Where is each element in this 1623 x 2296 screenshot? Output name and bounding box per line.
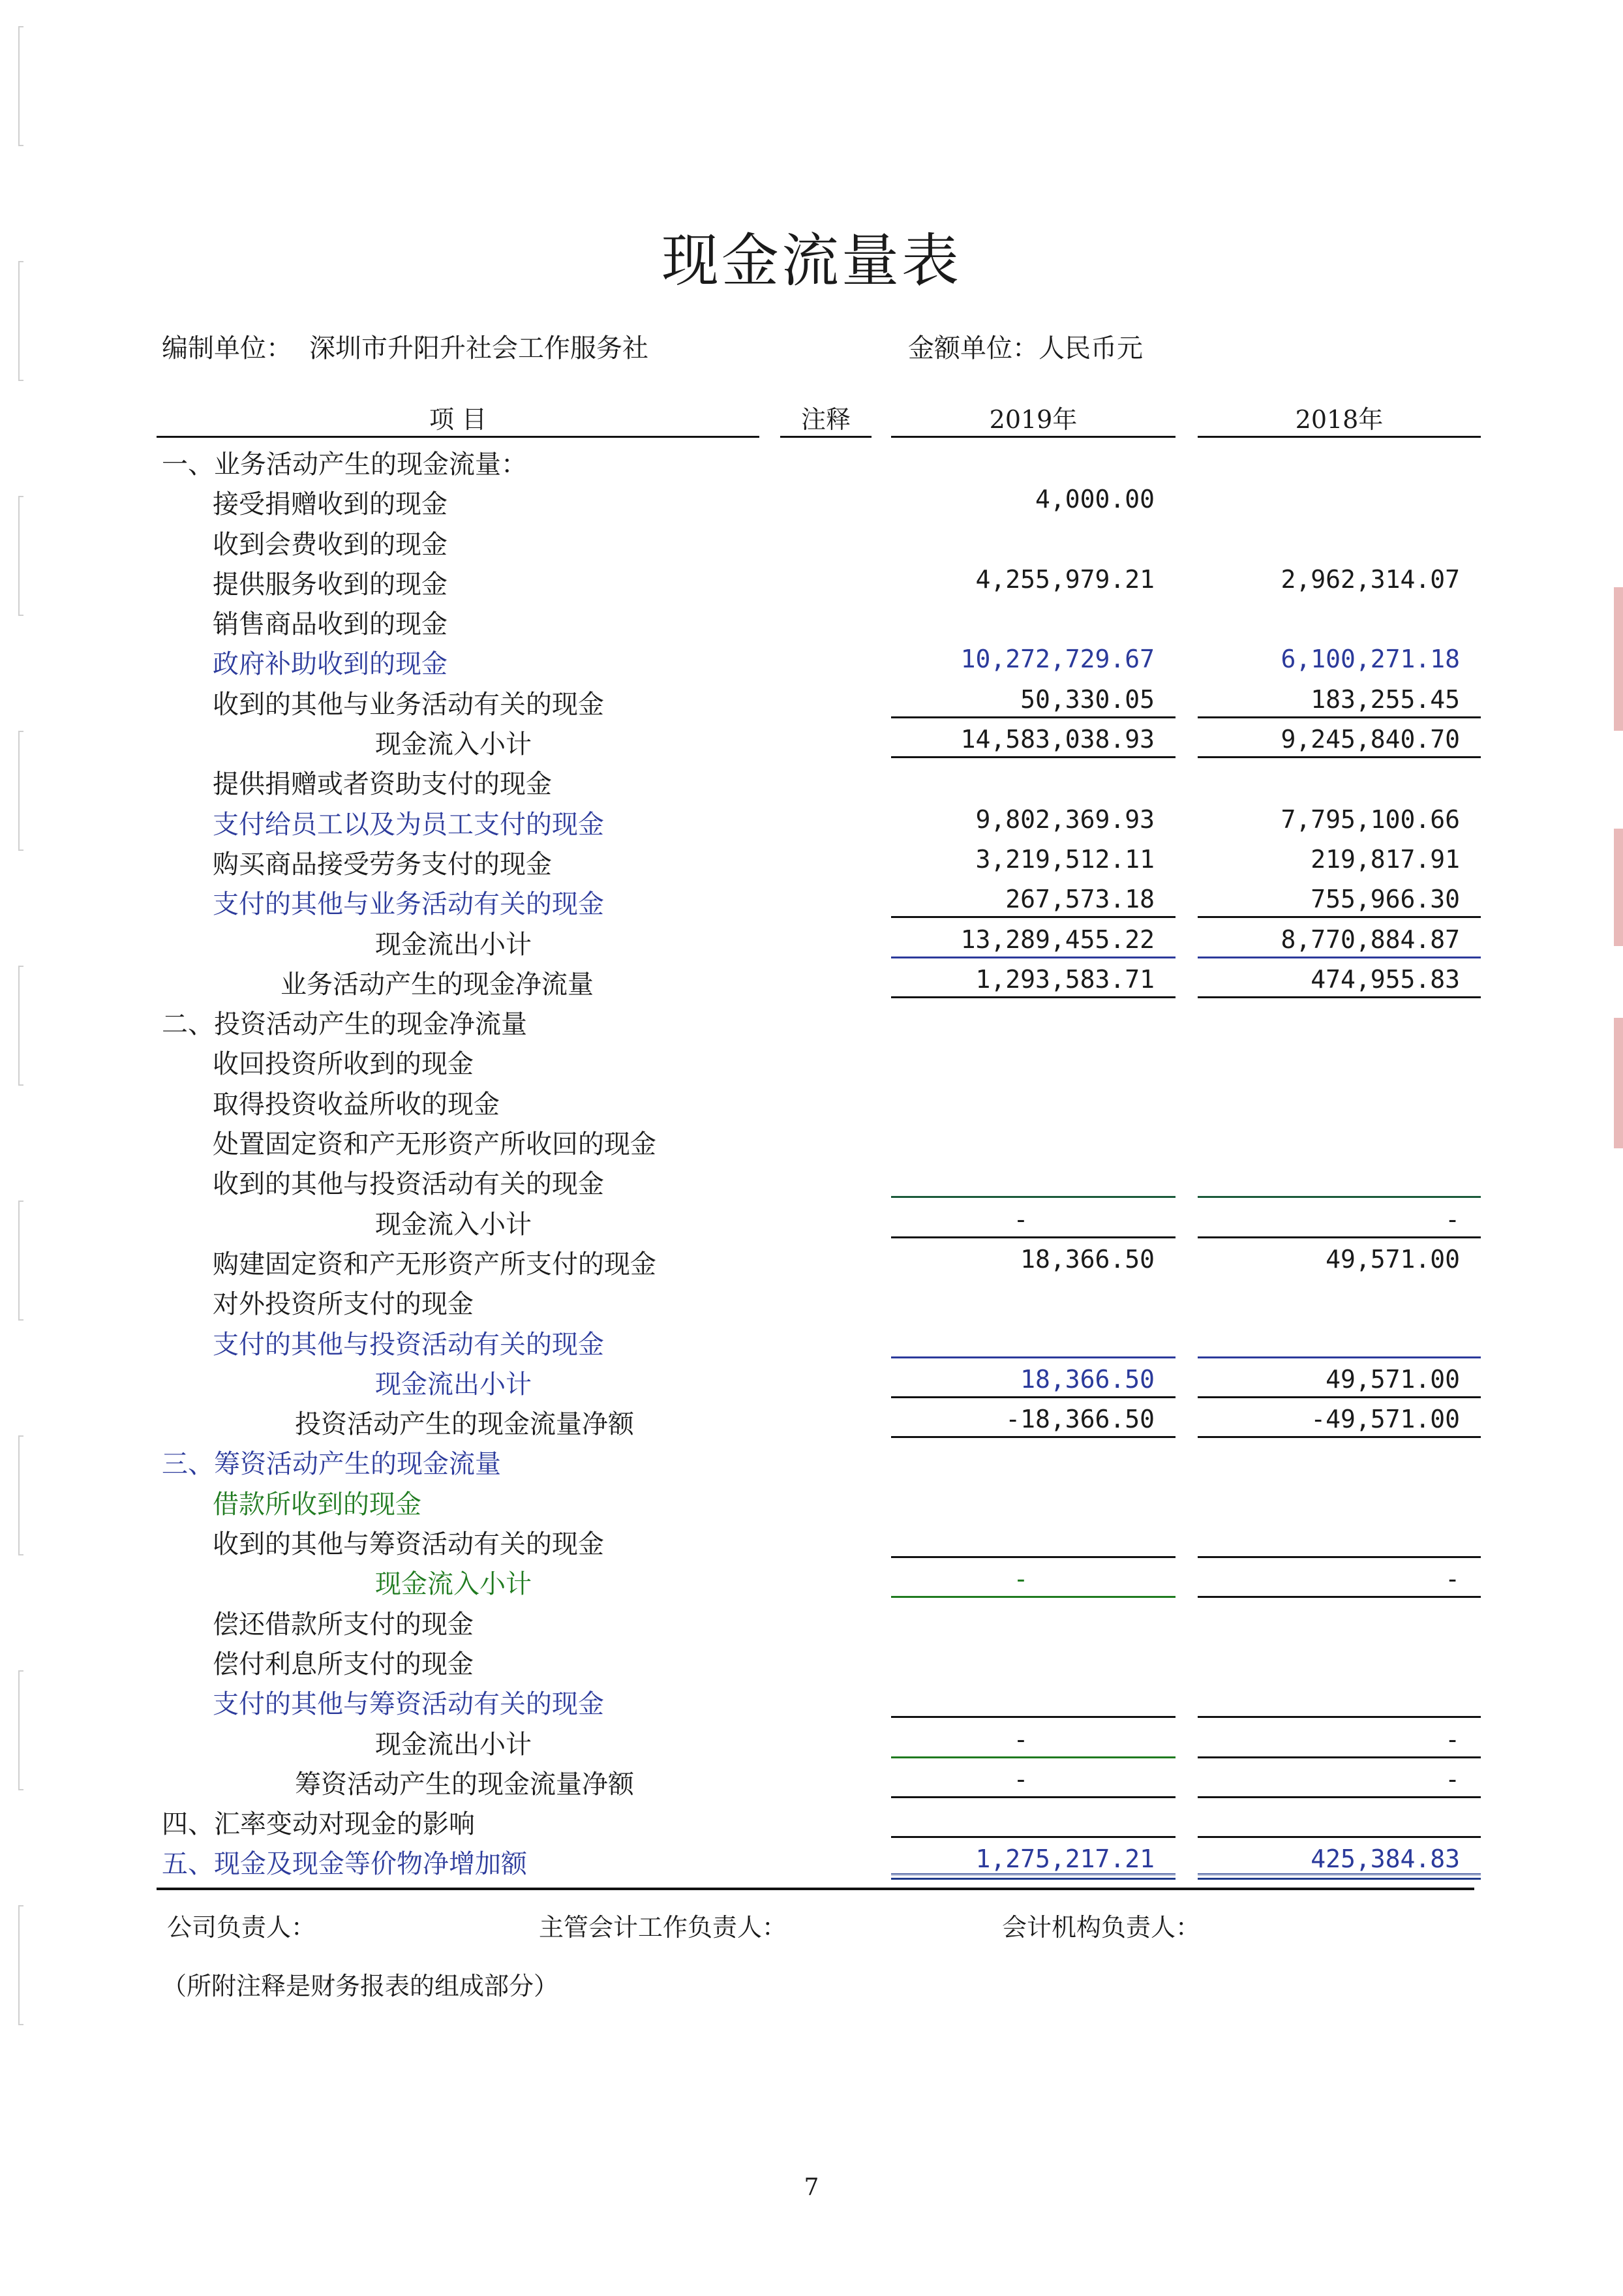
table-bottom-rule (157, 1888, 1474, 1890)
table-row (0, 1398, 1623, 1438)
row-label: 现金流出小计 (375, 1729, 532, 1760)
table-row (0, 1478, 1623, 1518)
table-row (0, 1118, 1623, 1158)
unit-label: 金额单位：人民币元 (908, 333, 1143, 363)
value-2018: -49,571.00 (1311, 1405, 1460, 1434)
value-2019: 14,583,038.93 (960, 725, 1155, 754)
row-label: 现金流出小计 (375, 1369, 532, 1400)
value-2018: 755,966.30 (1311, 885, 1460, 914)
table-row (0, 1758, 1623, 1798)
row-label: 处置固定资和产无形资产所收回的现金 (213, 1129, 656, 1160)
page-title: 现金流量表 (661, 227, 962, 294)
row-label: 收到的其他与业务活动有关的现金 (213, 689, 604, 720)
table-row (0, 1558, 1623, 1598)
value-2018: - (1445, 1764, 1460, 1794)
row-label: 四、汇率变动对现金的影响 (162, 1809, 475, 1840)
table-row (0, 1719, 1623, 1758)
table-row (0, 998, 1623, 1038)
row-label: 取得投资收益所收的现金 (213, 1089, 500, 1120)
table-row (0, 1238, 1623, 1278)
value-2018: - (1445, 1565, 1460, 1594)
table-row (0, 679, 1623, 718)
value-2019: 1,293,583.71 (975, 964, 1155, 994)
value-2019: - (1013, 1764, 1029, 1794)
row-label: 现金流入小计 (375, 1569, 532, 1600)
value-2018: 425,384.83 (1311, 1844, 1460, 1874)
row-label: 现金流出小计 (375, 929, 532, 960)
row-label: 提供捐赠或者资助支付的现金 (213, 769, 552, 800)
row-label: 现金流入小计 (375, 729, 532, 760)
row-label: 业务活动产生的现金净流量 (281, 969, 594, 1000)
value-2018: 7,795,100.66 (1281, 804, 1460, 834)
row-label: 偿付利息所支付的现金 (213, 1649, 474, 1679)
table-row (0, 1599, 1623, 1638)
row-label: 提供服务收到的现金 (213, 569, 447, 600)
value-2019: 10,272,729.67 (960, 645, 1155, 674)
value-2018: - (1445, 1724, 1460, 1754)
table-row (0, 1518, 1623, 1558)
column-header-note: 注释 (780, 399, 872, 438)
row-label: 销售商品收到的现金 (213, 609, 447, 640)
institution-head-label: 会计机构负责人： (1002, 1913, 1201, 1942)
row-label: 一、业务活动产生的现金流量： (162, 450, 527, 480)
table-row (0, 1278, 1623, 1318)
column-header-2019: 2019年 (891, 399, 1176, 438)
row-label: 购建固定资和产无形资产所支付的现金 (213, 1249, 656, 1279)
table-row (0, 799, 1623, 838)
table-row (0, 1358, 1623, 1398)
value-2019: 18,366.50 (1020, 1364, 1155, 1394)
table-row (0, 718, 1623, 758)
value-2018: - (1445, 1204, 1460, 1234)
column-header-item: 项 目 (157, 399, 759, 438)
row-label: 三、筹资活动产生的现金流量 (162, 1449, 501, 1480)
value-2019: 1,275,217.21 (975, 1844, 1155, 1874)
row-label: 收到的其他与投资活动有关的现金 (213, 1169, 604, 1200)
company-head-label: 公司负责人： (167, 1913, 316, 1942)
table-row (0, 559, 1623, 598)
accounting-head-label: 主管会计工作负责人： (539, 1913, 787, 1942)
value-2018: 474,955.83 (1311, 964, 1460, 994)
row-label: 偿还借款所支付的现金 (213, 1609, 474, 1640)
table-row (0, 598, 1623, 638)
row-label: 收到会费收到的现金 (213, 529, 447, 560)
table-row (0, 1638, 1623, 1678)
value-2019: - (1013, 1204, 1029, 1234)
row-label: 政府补助收到的现金 (213, 649, 447, 680)
footnote: （所附注释是财务报表的组成部分） (162, 1972, 559, 2000)
value-2018: 6,100,271.18 (1281, 645, 1460, 674)
value-2019: - (1013, 1565, 1029, 1594)
compiler-label: 编制单位： (162, 333, 292, 363)
table-row (0, 878, 1623, 918)
row-label: 支付的其他与投资活动有关的现金 (213, 1329, 604, 1360)
table-row (0, 1798, 1623, 1838)
table-row (0, 758, 1623, 798)
total-double-rule (1198, 1873, 1481, 1880)
table-row (0, 958, 1623, 998)
value-2018: 219,817.91 (1311, 844, 1460, 874)
table-row (0, 1038, 1623, 1078)
value-2019: 4,000.00 (1035, 485, 1155, 514)
compiler-value: 深圳市升阳升社会工作服务社 (309, 333, 648, 363)
table-row (0, 478, 1623, 518)
table-row (0, 1079, 1623, 1118)
row-label: 支付的其他与业务活动有关的现金 (213, 889, 604, 920)
row-label: 现金流入小计 (375, 1209, 532, 1240)
table-row (0, 1319, 1623, 1358)
value-2018: 9,245,840.70 (1281, 725, 1460, 754)
value-2019: 9,802,369.93 (975, 804, 1155, 834)
value-2018: 49,571.00 (1326, 1244, 1460, 1274)
row-label: 收回投资所收到的现金 (213, 1049, 474, 1080)
value-2018: 8,770,884.87 (1281, 925, 1460, 954)
value-2018: 49,571.00 (1326, 1364, 1460, 1394)
total-double-rule (891, 1873, 1176, 1880)
table-row (0, 1158, 1623, 1198)
row-label: 对外投资所支付的现金 (213, 1289, 474, 1320)
value-2019: 18,366.50 (1020, 1244, 1155, 1274)
table-row (0, 838, 1623, 878)
row-label: 支付的其他与筹资活动有关的现金 (213, 1689, 604, 1720)
row-label: 支付给员工以及为员工支付的现金 (213, 809, 604, 840)
row-label: 接受捐赠收到的现金 (213, 489, 447, 520)
row-label: 筹资活动产生的现金流量净额 (295, 1769, 634, 1799)
row-label: 购买商品接受劳务支付的现金 (213, 849, 552, 880)
table-row (0, 1678, 1623, 1718)
row-label: 二、投资活动产生的现金净流量 (162, 1009, 527, 1040)
page-number: 7 (804, 2174, 819, 2201)
table-row (0, 519, 1623, 559)
scan-edge-mark (18, 26, 23, 146)
cash-flow-table (0, 438, 1623, 1878)
row-label: 收到的其他与筹资活动有关的现金 (213, 1529, 604, 1560)
column-header-2018: 2018年 (1198, 399, 1481, 438)
table-row (0, 919, 1623, 958)
row-label: 借款所收到的现金 (213, 1489, 421, 1520)
value-2019: -18,366.50 (1005, 1405, 1155, 1434)
table-row (0, 438, 1623, 478)
table-row (0, 638, 1623, 678)
row-label: 五、现金及现金等价物净增加额 (162, 1849, 527, 1880)
value-2019: 50,330.05 (1020, 684, 1155, 714)
table-row (0, 1838, 1623, 1878)
value-2019: - (1013, 1724, 1029, 1754)
row-label: 投资活动产生的现金流量净额 (295, 1409, 634, 1440)
value-2019: 4,255,979.21 (975, 564, 1155, 594)
value-2018: 2,962,314.07 (1281, 564, 1460, 594)
value-2019: 13,289,455.22 (960, 925, 1155, 954)
table-row (0, 1199, 1623, 1238)
table-row (0, 1438, 1623, 1478)
value-2018: 183,255.45 (1311, 684, 1460, 714)
scan-edge-mark (18, 1905, 23, 2025)
value-2019: 3,219,512.11 (975, 844, 1155, 874)
value-2019: 267,573.18 (1005, 885, 1155, 914)
